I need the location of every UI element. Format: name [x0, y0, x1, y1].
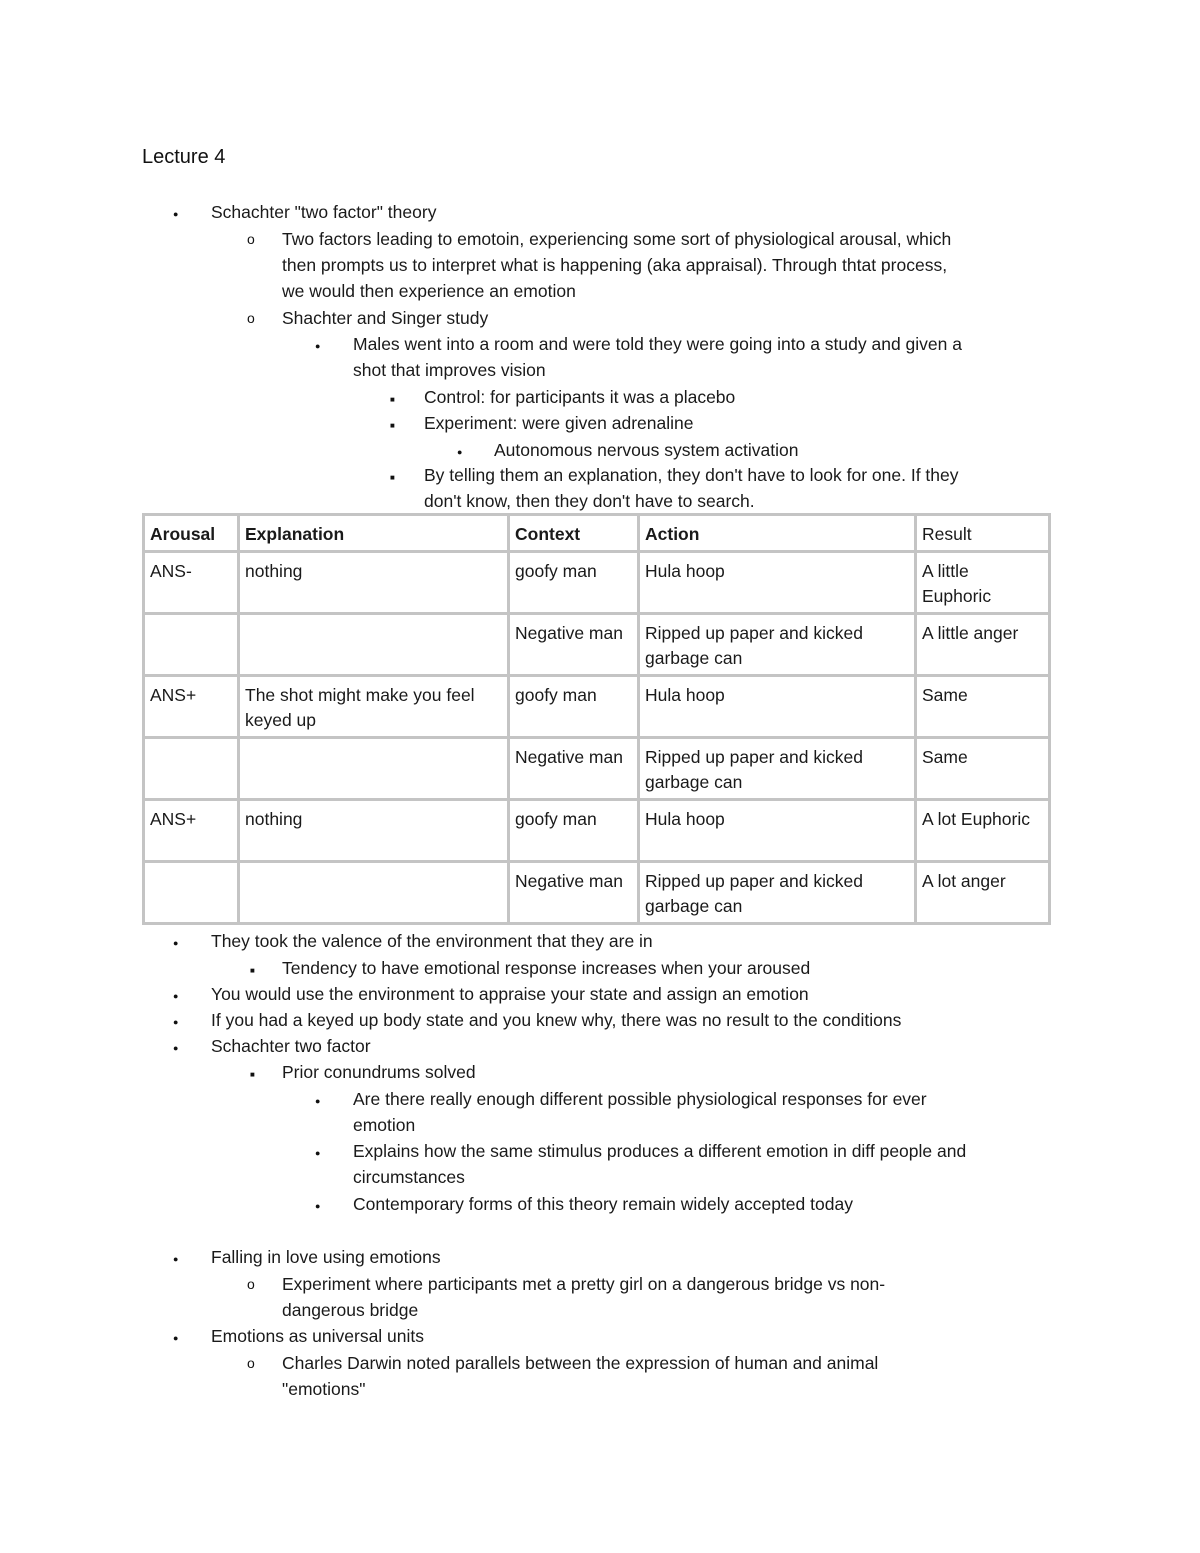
- table-cell: goofy man: [509, 552, 639, 614]
- table-cell: [144, 862, 239, 924]
- table-cell: Hula hoop: [639, 800, 916, 862]
- column-header: Result: [916, 515, 1050, 552]
- table-cell: goofy man: [509, 800, 639, 862]
- table-cell: A little Euphoric: [916, 552, 1050, 614]
- table-row: [144, 800, 1050, 862]
- table-cell: ANS+: [144, 800, 239, 862]
- list-item: Control: for participants it was a placebo: [424, 387, 736, 407]
- bullet-circle-icon: [247, 226, 255, 252]
- results-table: [142, 513, 1051, 925]
- bullet-dot-icon: [173, 981, 178, 1009]
- table-cell: [239, 862, 509, 924]
- table-cell: Negative man: [509, 614, 639, 676]
- table-cell: [239, 614, 509, 676]
- list-item-continued: "emotions": [282, 1379, 366, 1399]
- table-row: [144, 738, 1050, 800]
- list-item-continued: shot that improves vision: [353, 360, 546, 380]
- table-cell: Hula hoop: [639, 552, 916, 614]
- list-item: Males went into a room and were told they were going into a study and given a: [353, 334, 962, 354]
- table-cell: Ripped up paper and kicked garbage can: [639, 614, 916, 676]
- bullet-dot-icon: [173, 199, 178, 227]
- list-item: Charles Darwin noted parallels between the expression of human and animal: [282, 1353, 879, 1373]
- bullet-square-icon: [390, 384, 395, 413]
- table-row: [144, 552, 1050, 614]
- table-row: [144, 614, 1050, 676]
- list-item-continued: don't know, then they don't have to search.: [424, 491, 755, 511]
- list-item-continued: then prompts us to interpret what is happening (aka appraisal). Through thtat process,: [282, 255, 948, 275]
- bullet-square-icon: [390, 410, 395, 439]
- list-item: Contemporary forms of this theory remain widely accepted today: [353, 1194, 853, 1214]
- bullet-square-icon: [250, 1059, 255, 1088]
- table-row: [144, 862, 1050, 924]
- list-item: Experiment: were given adrenaline: [424, 413, 694, 433]
- bullet-dot-icon: [315, 1138, 320, 1166]
- column-header: Context: [509, 515, 639, 552]
- bullet-dot-icon: [173, 928, 178, 956]
- list-item: Shachter and Singer study: [282, 308, 489, 328]
- table-cell: A lot anger: [916, 862, 1050, 924]
- bullet-dot-icon: [173, 1244, 178, 1272]
- list-item: Tendency to have emotional response increases when your aroused: [282, 958, 811, 978]
- bullet-circle-icon: [247, 305, 255, 331]
- bullet-dot-icon: [315, 331, 320, 359]
- table-cell: Ripped up paper and kicked garbage can: [639, 738, 916, 800]
- list-item: Schachter "two factor" theory: [211, 202, 437, 222]
- table-cell: A lot Euphoric: [916, 800, 1050, 862]
- list-item: Autonomous nervous system activation: [494, 440, 799, 460]
- bullet-square-icon: [250, 955, 255, 984]
- bullet-dot-icon: [173, 1033, 178, 1061]
- list-item: Schachter two factor: [211, 1036, 371, 1056]
- list-item: By telling them an explanation, they don't have to look for one. If they: [424, 465, 959, 485]
- bullet-dot-icon: [457, 437, 462, 465]
- bullet-square-icon: [390, 462, 395, 491]
- table-row: [144, 676, 1050, 738]
- table-cell: ANS+: [144, 676, 239, 738]
- column-header: Action: [639, 515, 916, 552]
- table-cell: ANS-: [144, 552, 239, 614]
- table-cell: [144, 738, 239, 800]
- table-cell: A little anger: [916, 614, 1050, 676]
- bullet-dot-icon: [173, 1323, 178, 1351]
- list-item: Falling in love using emotions: [211, 1247, 441, 1267]
- list-item: Experiment where participants met a pretty girl on a dangerous bridge vs non-: [282, 1274, 886, 1294]
- page-title: Lecture 4: [142, 146, 226, 168]
- table-cell: Same: [916, 676, 1050, 738]
- list-item-continued: we would then experience an emotion: [282, 281, 576, 301]
- list-item: You would use the environment to appraise your state and assign an emotion: [211, 984, 809, 1004]
- table-header-row: [144, 515, 1050, 552]
- table-cell: The shot might make you feel keyed up: [239, 676, 509, 738]
- table-cell: [144, 614, 239, 676]
- table-cell: Ripped up paper and kicked garbage can: [639, 862, 916, 924]
- column-header: Arousal: [144, 515, 239, 552]
- list-item: Two factors leading to emotoin, experiencing some sort of physiological arousal, which: [282, 229, 952, 249]
- table-cell: nothing: [239, 552, 509, 614]
- list-item-continued: dangerous bridge: [282, 1300, 419, 1320]
- bullet-circle-icon: [247, 1350, 255, 1376]
- list-item: Explains how the same stimulus produces a different emotion in diff people and: [353, 1141, 967, 1161]
- bullet-dot-icon: [315, 1086, 320, 1114]
- list-item: Emotions as universal units: [211, 1326, 425, 1346]
- table-cell: Negative man: [509, 738, 639, 800]
- table-cell: [239, 738, 509, 800]
- list-item: They took the valence of the environment that they are in: [211, 931, 653, 951]
- list-item-continued: circumstances: [353, 1167, 465, 1187]
- list-item-continued: emotion: [353, 1115, 416, 1135]
- table-cell: Same: [916, 738, 1050, 800]
- bullet-dot-icon: [173, 1007, 178, 1035]
- table-cell: Negative man: [509, 862, 639, 924]
- list-item: Are there really enough different possible physiological responses for ever: [353, 1089, 927, 1109]
- bullet-circle-icon: [247, 1271, 255, 1297]
- bullet-dot-icon: [315, 1191, 320, 1219]
- list-item: If you had a keyed up body state and you knew why, there was no result to the conditions: [211, 1010, 902, 1030]
- table-cell: Hula hoop: [639, 676, 916, 738]
- column-header: Explanation: [239, 515, 509, 552]
- table-cell: nothing: [239, 800, 509, 862]
- table-cell: goofy man: [509, 676, 639, 738]
- list-item: Prior conundrums solved: [282, 1062, 476, 1082]
